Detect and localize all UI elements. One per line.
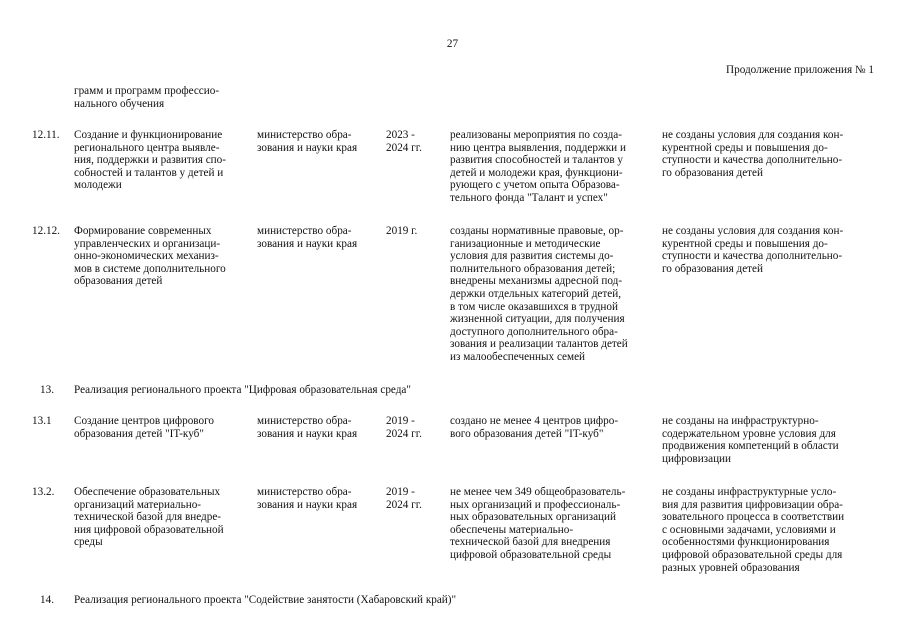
text-line: зования и науки края [257,498,358,511]
text-line: ных организаций и профессиональ- [450,498,621,511]
row-number: 12.12. [32,225,60,237]
text-line: министерство обра- [257,415,352,427]
row-number: 12.11. [32,129,60,141]
text-line: ния цифровой образовательной [74,523,224,536]
measure-name-cell [74,129,251,192]
project-title: Реализация регионального проекта "Содействие занятости (Хабаровский край)" [74,594,457,606]
text-line: рующего с учетом опыта Образова- [450,179,620,192]
text-line: организаций материально- [74,498,202,511]
period-cell [386,486,436,511]
text-line: среды [74,536,103,549]
result-cell [450,486,656,562]
text-line: мов в системе дополнительного [74,262,226,275]
text-line: полнительного образования детей; [450,262,616,275]
text-line: цифровой образовательной среды для [662,548,843,561]
text-line: Обеспечение образовательных [74,486,221,498]
text-line: цифровой образовательной среды [450,548,612,561]
text-line: курентной среды и повышения до- [662,141,828,154]
text-line: управленческих и организаци- [74,237,221,250]
text-line: детей и молодежи края, функциони- [450,166,623,179]
text-line: го образования детей [662,262,764,275]
text-line: нию центра выявления, поддержки и [450,141,626,154]
text-line: 2019 - [386,415,415,427]
text-line: молодежи [74,179,122,192]
consequence-cell [662,415,876,465]
text-line: Создание и функционирование [74,129,223,141]
text-line: 2019 г. [386,225,418,237]
responsible-cell [257,486,383,511]
text-line: министерство обра- [257,129,352,141]
text-line: ных образовательных организаций [450,511,616,524]
text-line: цифровизации [662,452,732,465]
text-line: собностей и талантов у детей и [74,166,224,179]
text-line: зовательного процесса в соответствии [662,511,845,524]
text-line: технической базой для внедрения [450,536,611,549]
text-line: ния, поддержки и развития спо- [74,154,226,167]
text-line: технической базой для внедре- [74,511,222,524]
text-line: регионального центра выявле- [74,141,220,154]
text-line: развития способностей и талантов у [450,154,624,167]
text-line: из малообеспеченных семей [450,350,586,363]
text-line: разных уровней образования [662,561,800,574]
text-line: создано не менее 4 центров цифро- [450,415,619,427]
text-line: го образования детей [662,166,764,179]
measure-name-cell [74,486,251,549]
text-line: вого образования детей "IT-куб" [450,427,604,440]
project-title: Реализация регионального проекта "Цифровая образовательная среда" [74,384,411,396]
text-line: образования детей [74,275,163,288]
project-number: 14. [40,594,54,606]
continuation-note: Продолжение приложения № 1 [726,64,874,76]
consequence-cell [662,225,876,275]
result-cell [450,225,656,364]
text-line: обеспечены материально- [450,523,574,536]
consequence-cell [662,486,876,574]
text-line: внедрены механизмы адресной под- [450,275,623,288]
responsible-cell [257,225,383,250]
measure-name-cell [74,85,251,110]
text-line: Создание центров цифрового [74,415,215,427]
text-line: тельного фонда "Талант и успех" [450,191,608,204]
text-line: ганизационные и методические [450,237,601,250]
text-line: образования детей "IT-куб" [74,427,204,440]
text-line: не менее чем 349 общеобразователь- [450,486,626,498]
text-line: с основными задачами, условиями и [662,523,836,536]
responsible-cell [257,129,383,154]
text-line: Формирование современных [74,225,212,237]
text-line: держки отдельных категорий детей, [450,287,621,300]
text-line: продвижения компетенций в области [662,440,839,453]
text-line: 2024 гг. [386,498,422,511]
text-line: доступного дополнительного обра- [450,325,618,338]
period-cell [386,129,436,154]
row-number: 13.2. [32,486,55,498]
text-line: вия для развития цифровизации обра- [662,498,843,511]
text-line: онно-экономических механиз- [74,250,219,263]
text-line: зования и науки края [257,141,358,154]
text-line: ступности и качества дополнительно- [662,250,843,263]
text-line: зования и реализации талантов детей [450,338,628,351]
text-line: не созданы на инфраструктурно- [662,415,819,427]
measure-name-cell [74,415,251,440]
result-cell [450,129,656,205]
text-line: грамм и программ профессио- [74,85,220,97]
text-line: министерство обра- [257,225,352,237]
text-line: условия для развития системы до- [450,250,614,263]
period-cell [386,225,436,238]
responsible-cell [257,415,383,440]
text-line: 2019 - [386,486,415,498]
measure-name-cell [74,225,251,288]
text-line: не созданы условия для создания кон- [662,225,844,237]
text-line: зования и науки края [257,427,358,440]
text-line: созданы нормативные правовые, ор- [450,225,624,237]
row-number: 13.1 [32,415,52,427]
text-line: в том числе оказавшихся в трудной [450,300,618,313]
result-cell [450,415,656,440]
project-number: 13. [40,384,54,396]
text-line: содержательном уровне условия для [662,427,836,440]
text-line: 2023 - [386,129,415,141]
page-number: 27 [446,38,459,50]
text-line: не созданы инфраструктурные усло- [662,486,837,498]
consequence-cell [662,129,876,179]
text-line: 2024 гг. [386,427,422,440]
text-line: не созданы условия для создания кон- [662,129,844,141]
text-line: зования и науки края [257,237,358,250]
text-line: 2024 гг. [386,141,422,154]
text-line: нального обучения [74,97,165,110]
text-line: реализованы мероприятия по созда- [450,129,622,141]
text-line: особенностями функционирования [662,536,830,549]
text-line: жизненной ситуации, для получения [450,313,625,326]
text-line: курентной среды и повышения до- [662,237,828,250]
text-line: ступности и качества дополнительно- [662,154,843,167]
text-line: министерство обра- [257,486,352,498]
period-cell [386,415,436,440]
